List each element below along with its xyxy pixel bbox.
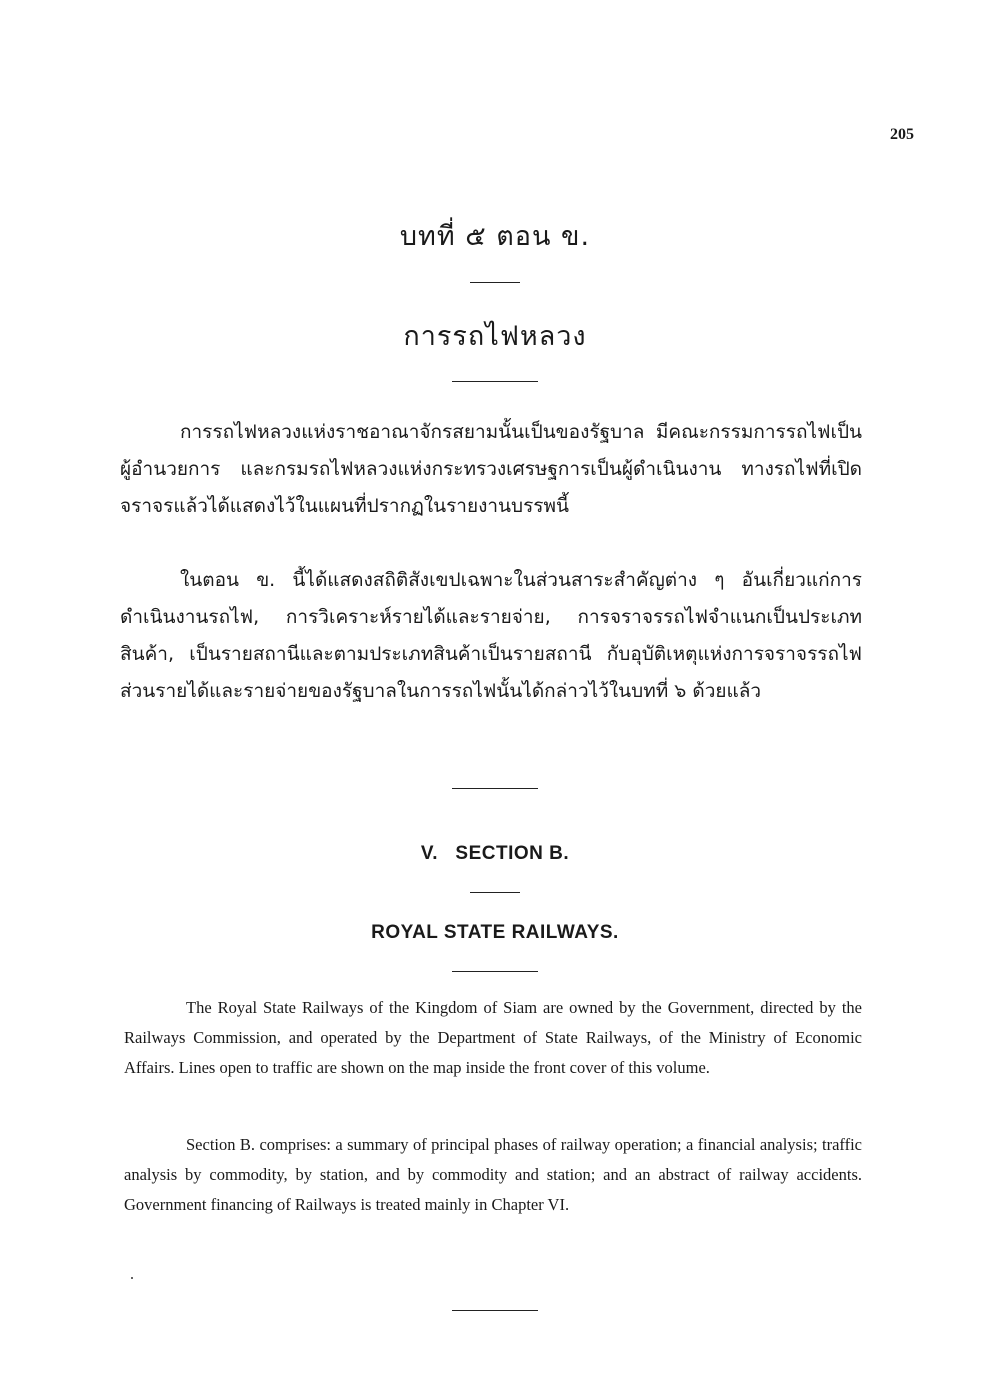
divider-rule-5 xyxy=(452,971,538,972)
english-section-heading: V. SECTION B. xyxy=(420,843,570,864)
divider-rule-1 xyxy=(470,282,520,283)
thai-paragraph-2: ในตอน ข. นี้ได้แสดงสถิติสังเขปเฉพาะในส่วนสาระสำคัญต่าง ๆ อันเกี่ยวแก่การดำเนินงานรถไฟ, การวิเคราะห์รายได้และรายจ่าย, การจราจรรถไฟจำแนกเป็นประเภทสินค้า, เป็นรายสถานีและตามประเภทสินค้าเป็นรายสถานี กับอุบัติเหตุแห่งการจราจรรถไฟ ส่วนรายได้และรายจ่ายของรัฐบาลในการรถไฟนั้นได้กล่าวไว้ในบทที่ ๖ ด้วยแล้ว xyxy=(120,569,862,702)
page-number: 205 xyxy=(890,126,914,143)
divider-rule-3 xyxy=(452,788,538,789)
scan-speck xyxy=(131,1277,133,1279)
english-title: ROYAL STATE RAILWAYS. xyxy=(371,922,619,943)
divider-rule-2 xyxy=(452,381,538,382)
thai-title: การรถไฟหลวง xyxy=(403,321,587,352)
divider-rule-4 xyxy=(470,892,520,893)
thai-chapter-heading: บทที่ ๕ ตอน ข. xyxy=(399,221,591,252)
thai-paragraph-1: การรถไฟหลวงแห่งราชอาณาจักรสยามนั้นเป็นของรัฐบาล มีคณะกรรมการรถไฟเป็นผู้อำนวยการ และกรมรถไฟหลวงแห่งกระทรวงเศรษฐการเป็นผู้ดำเนินงาน ทางรถไฟที่เปิดจราจรแล้วได้แสดงไว้ในแผนที่ปรากฏในรายงานบรรพนี้ xyxy=(120,421,862,517)
english-paragraph-1: The Royal State Railways of the Kingdom of Siam are owned by the Government, directed by the Railways Commission, and operated by the Department of State Railways, of the Ministry of Economic Affairs. Lines open to traffic are shown on the map inside the front cover of this volume. xyxy=(124,998,862,1077)
english-paragraph-2: Section B. comprises: a summary of principal phases of railway operation; a financial analysis; traffic analysis by commodity, by station, and by commodity and station; and an abstract of railway accidents. Government financing of Railways is treated mainly in Chapter VI. xyxy=(124,1135,862,1214)
divider-rule-6 xyxy=(452,1310,538,1311)
